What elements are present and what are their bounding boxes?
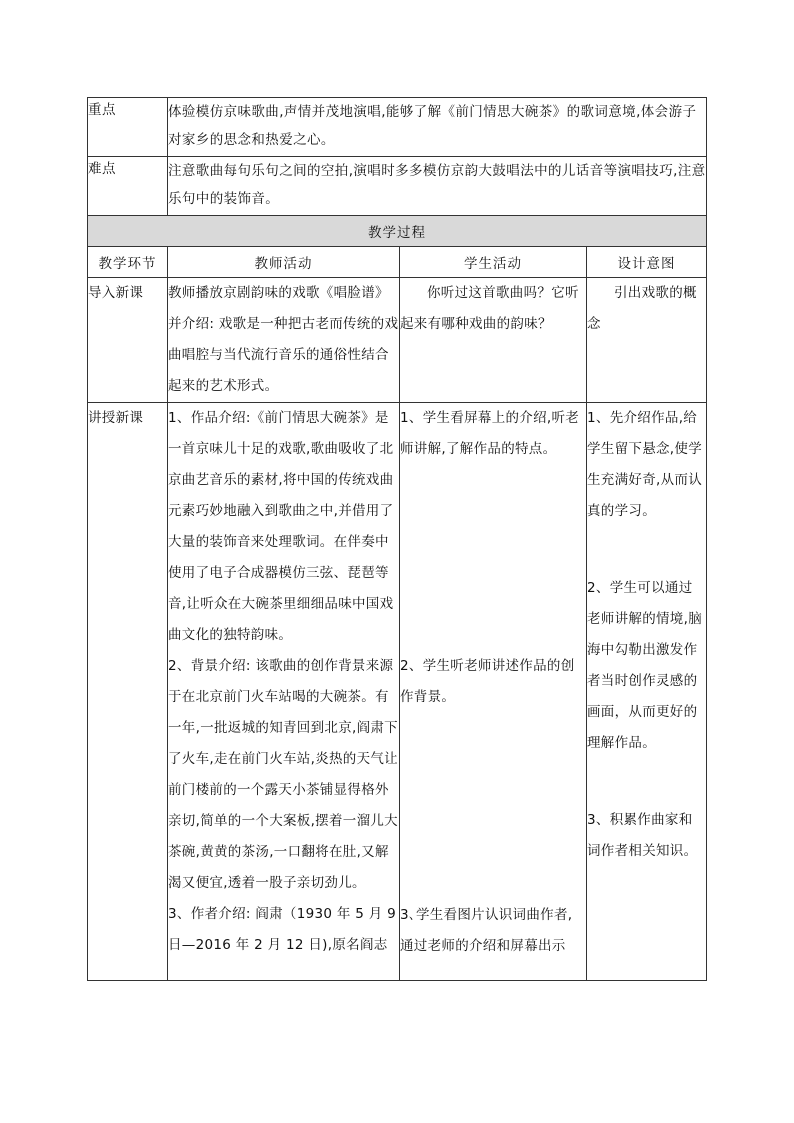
- lesson-plan-table: [87, 97, 707, 981]
- key-point-text: 体验模仿京味歌曲,声情并茂地演唱,能够了解《前门情思大碗茶》的歌词意境,体会游子对家乡的思念和热爱之心。: [168, 98, 707, 157]
- stage-label: 讲授新课: [88, 410, 144, 426]
- process-title: 教学过程: [88, 216, 707, 247]
- teacher-activity: 教师播放京剧韵味的戏歌《唱脸谱》并介绍: 戏歌是一种把古老而传统的戏曲唱腔与当代流行音乐的通俗性结合起来的艺术形式。: [168, 285, 399, 394]
- column-header-stage: 教学环节: [88, 247, 168, 278]
- teacher-paragraph: 2、背景介绍: 该歌曲的创作背景来源于在北京前门火车站喝的大碗茶。有一年,一批返城的知青回到北京,阎肃下了火车,走在前门火车站,炎热的天气让前门楼前的一个露天小茶铺显得格外亲切,简单的一个大案板,摆着一溜儿大茶碗,黄黄的茶汤,一口翻将在肚,又解渴又便宜,透着一股子亲切劲儿。: [168, 658, 398, 891]
- stage-label: 导入新课: [88, 285, 144, 301]
- difficulty-text: 注意歌曲每句乐句之间的空拍,演唱时多多模仿京韵大鼓唱法中的儿话音等演唱技巧,注意乐句中的装饰音。: [168, 157, 707, 216]
- column-header-student: 学生活动: [400, 247, 587, 278]
- spacer: [587, 759, 706, 805]
- process-section-row: [88, 216, 707, 247]
- student-paragraph: 3､学生看图片认识词曲作者,通过老师的介绍和屏幕出示: [400, 907, 573, 954]
- student-paragraph: 2、学生听老师讲述作品的创作背景。: [400, 658, 575, 705]
- student-cell: [400, 278, 587, 403]
- key-point-label: 重点: [88, 98, 168, 157]
- student-activity: 你听过这首歌曲吗？它听起来有哪种戏曲的韵味？: [400, 285, 579, 332]
- key-point-row: [88, 98, 707, 157]
- stage-cell: [88, 403, 168, 981]
- student-paragraph: 1、学生看屏幕上的介绍,听老师讲解,了解作品的特点。: [400, 410, 580, 457]
- design-cell: [587, 278, 707, 403]
- table-row: [88, 403, 707, 981]
- stage-cell: [88, 278, 168, 403]
- design-cell: [587, 403, 707, 981]
- difficulty-row: [88, 157, 707, 216]
- design-paragraph: 1、先介绍作品,给学生留下悬念,使学生充满好奇,从而认真的学习。: [587, 410, 702, 519]
- spacer: [587, 527, 706, 573]
- teacher-cell: [168, 403, 400, 981]
- column-header-design: 设计意图: [587, 247, 707, 278]
- design-paragraph: 3、积累作曲家和词作者相关知识。: [587, 812, 698, 859]
- design-paragraph: 2、学生可以通过老师讲解的情境,脑海中勾勒出激发作者当时创作灵感的画面，从而更好的理解作品。: [587, 580, 702, 751]
- teacher-paragraph: 3、作者介绍: 阎肃（1930 年 5 月 9 日—2016 年 2 月 12 日),原名阎志: [168, 906, 397, 953]
- teacher-cell: [168, 278, 400, 403]
- student-cell: [400, 403, 587, 981]
- column-header-teacher: 教师活动: [168, 247, 400, 278]
- table-row: [88, 278, 707, 403]
- column-header-row: [88, 247, 707, 278]
- spacer: [400, 465, 586, 651]
- spacer: [400, 713, 586, 900]
- teacher-paragraph: 1、作品介绍:《前门情思大碗茶》是一首京味儿十足的戏歌,歌曲吸收了北京曲艺音乐的素材,将中国的传统戏曲元素巧妙地融入到歌曲之中,并借用了大量的装饰音来处理歌词。在伴奏中使用了电子合成器模仿三弦、琵琶等音,让听众在大碗茶里细细品味中国戏曲文化的独特韵味。: [168, 410, 394, 643]
- difficulty-label: 难点: [88, 157, 168, 216]
- design-intent: 引出戏歌的概念: [587, 285, 697, 332]
